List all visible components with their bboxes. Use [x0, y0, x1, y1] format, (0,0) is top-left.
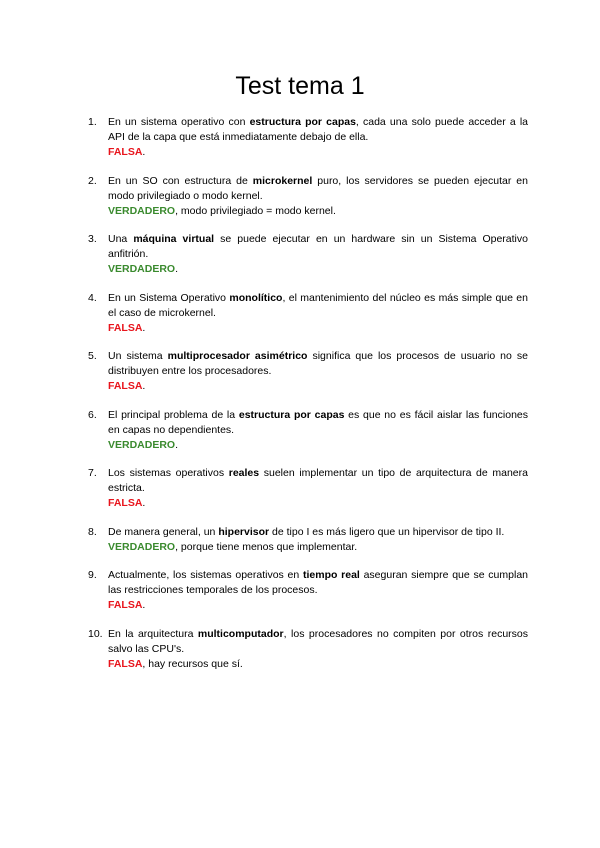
question-item — [88, 466, 528, 511]
question-number: 10. — [88, 627, 103, 640]
answer-label: VERDADERO — [108, 204, 176, 217]
question-text: El principal problema de la estructura por capas es que no es fácil aislar las funciones en capas no dependientes. — [108, 408, 528, 436]
answer-label: VERDADERO — [108, 438, 176, 451]
answer-note: . — [142, 380, 146, 392]
question-text: En un Sistema Operativo monolítico, el mantenimiento del núcleo es más simple que en el caso de microkernel. — [108, 291, 528, 319]
answer-note: . — [175, 438, 179, 451]
question-keyword: monolítico — [229, 291, 283, 304]
question-keyword: tiempo real — [302, 569, 360, 581]
question-keyword: estructura por capas — [238, 408, 345, 421]
answer — [108, 204, 528, 219]
question-number: 1. — [88, 116, 97, 128]
question-number: 5. — [88, 350, 97, 362]
question-text: Los sistemas operativos reales suelen implementar un tipo de arquitectura de manera estricta. — [108, 467, 528, 494]
answer-note: . — [175, 263, 179, 275]
question-keyword: multicomputador — [197, 627, 284, 640]
question-item — [88, 115, 528, 160]
question-number: 7. — [88, 467, 97, 479]
question-item — [88, 349, 528, 394]
answer — [108, 321, 528, 336]
question-keyword: hipervisor — [218, 525, 270, 538]
answer-note: , modo privilegiado = modo kernel. — [175, 204, 336, 217]
question-text: En la arquitectura multicomputador, los procesadores no compiten por otros recursos salvo las CPU's. — [108, 627, 528, 655]
answer — [108, 496, 528, 511]
question-text: En un sistema operativo con estructura por capas, cada una solo puede acceder a la API de la capa que está inmediatamente debajo de ella. — [108, 116, 528, 143]
answer — [108, 379, 528, 394]
answer — [108, 598, 528, 613]
answer — [108, 657, 528, 672]
question-keyword: microkernel — [252, 174, 313, 187]
question-item — [88, 627, 528, 672]
question-keyword: multiprocesador asimétrico — [167, 350, 308, 362]
answer-note: , hay recursos que sí. — [142, 657, 243, 670]
answer-label: FALSA — [108, 599, 143, 611]
question-item — [88, 525, 528, 555]
question-item — [88, 568, 528, 613]
question-number: 4. — [88, 291, 97, 304]
question-item — [88, 174, 528, 219]
answer-label: FALSA — [108, 380, 143, 392]
answer-note: , porque tiene menos que implementar. — [175, 540, 358, 553]
question-keyword: reales — [228, 467, 260, 479]
answer-note: . — [142, 146, 146, 158]
question-text: Una máquina virtual se puede ejecutar en un hardware sin un Sistema Operativo anfitrión. — [108, 233, 528, 260]
question-keyword: máquina virtual — [133, 233, 215, 245]
question-text: Un sistema multiprocesador asimétrico significa que los procesos de usuario no se distribuyen entre los procesadores. — [108, 350, 528, 377]
question-list — [88, 115, 528, 685]
answer — [108, 540, 528, 555]
question-text: En un SO con estructura de microkernel puro, los servidores se pueden ejecutar en modo privilegiado o modo kernel. — [108, 174, 528, 202]
question-number: 8. — [88, 525, 97, 538]
answer — [108, 145, 528, 160]
question-item — [88, 408, 528, 453]
question-number: 2. — [88, 174, 97, 187]
question-text: Actualmente, los sistemas operativos en tiempo real aseguran siempre que se cumplan las restricciones temporales de los procesos. — [108, 569, 528, 596]
answer-note: . — [142, 497, 146, 509]
answer-label: VERDADERO — [108, 263, 176, 275]
answer-label: FALSA — [108, 657, 143, 670]
question-number: 6. — [88, 408, 97, 421]
question-item — [88, 232, 528, 277]
question-item — [88, 291, 528, 336]
question-number: 3. — [88, 233, 97, 245]
answer-note: . — [142, 321, 146, 334]
answer-label: FALSA — [108, 321, 143, 334]
page-title: Test tema 1 — [235, 72, 365, 100]
answer — [108, 262, 528, 277]
answer — [108, 438, 528, 453]
question-text: De manera general, un hipervisor de tipo I es más ligero que un hipervisor de tipo II. — [108, 525, 505, 538]
question-keyword: estructura por capas — [249, 116, 356, 128]
answer-note: . — [142, 599, 146, 611]
answer-label: FALSA — [108, 146, 143, 158]
answer-label: FALSA — [108, 497, 143, 509]
question-number: 9. — [88, 569, 97, 581]
answer-label: VERDADERO — [108, 540, 176, 553]
